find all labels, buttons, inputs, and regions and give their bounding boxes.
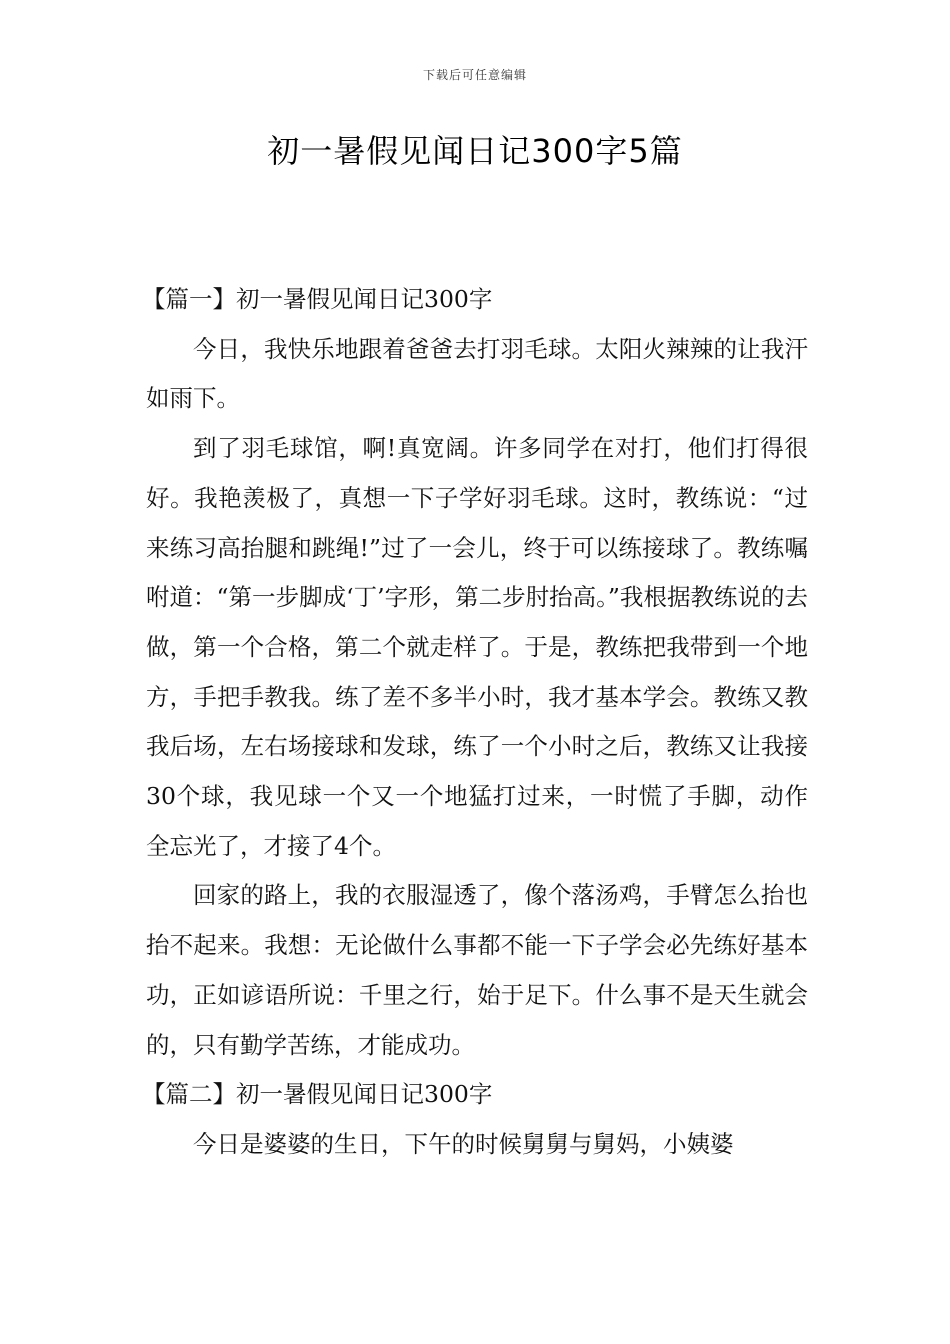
document-body xyxy=(142,275,808,1170)
section-heading-1: 【篇一】初一暑假见闻日记300字 xyxy=(142,285,493,313)
paragraph: 今日，我快乐地跟着爸爸去打羽毛球。太阳火辣辣的让我汗如雨下。 xyxy=(146,334,808,413)
page-header-note: 下载后可任意编辑 xyxy=(422,68,527,82)
paragraph: 今日是婆婆的生日，下午的时候舅舅与舅妈，小姨婆 xyxy=(193,1129,734,1158)
document-title: 初一暑假见闻日记300字5篇 xyxy=(267,132,683,170)
paragraph: 回家的路上，我的衣服湿透了，像个落汤鸡，手臂怎么抬也抬不起来。我想：无论做什么事都不能一下子学会必先练好基本功，正如谚语所说：千里之行，始于足下。什么事不是天生就会的，只有勤学苦练，才能成功。 xyxy=(146,881,808,1059)
paragraph: 到了羽毛球馆，啊!真宽阔。许多同学在对打，他们打得很好。我艳羡极了，真想一下子学好羽毛球。这时，教练说：“过来练习高抬腿和跳绳!”过了一会儿，终于可以练接球了。教练嘱咐道：“第一步脚成‘丁’字形，第二步肘抬高。”我根据教练说的去做，第一个合格，第二个就走样了。于是，教练把我带到一个地方，手把手教我。练了差不多半小时，我才基本学会。教练又教我后场，左右场接球和发球，练了一个小时之后，教练又让我接30个球，我见球一个又一个地猛打过来，一时慌了手脚，动作全忘光了，才接了4个。 xyxy=(146,434,808,860)
section-heading-2: 【篇二】初一暑假见闻日记300字 xyxy=(142,1080,493,1109)
